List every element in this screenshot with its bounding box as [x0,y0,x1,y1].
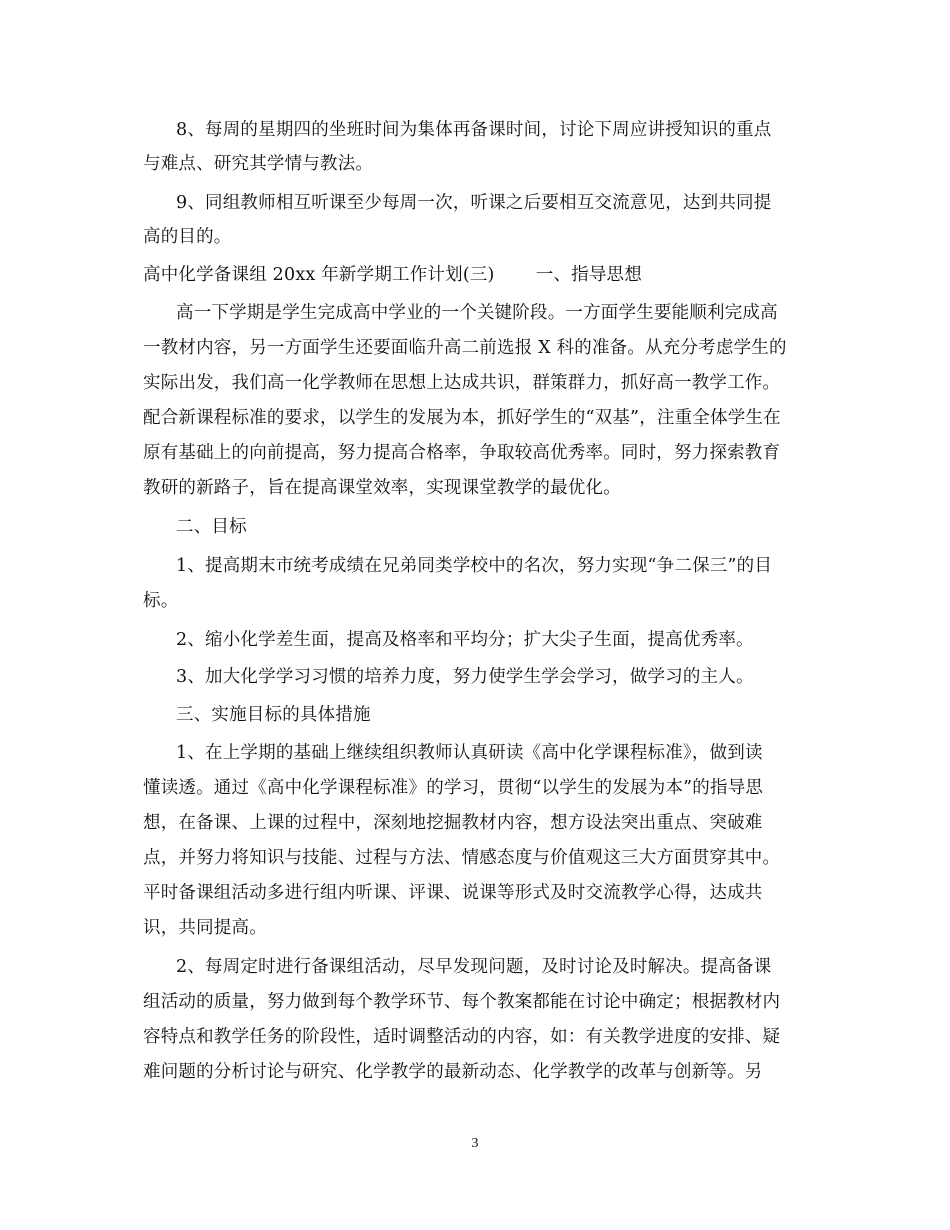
text-line: 高的目的。 [143,227,232,247]
page-number: 3 [471,1136,479,1151]
text-line: 容特点和教学任务的阶段性，适时调整活动的内容，如：有关教学进度的安排、疑 [143,1027,781,1047]
text-line: 实际出发，我们高一化学教师在思想上达成共识，群策群力，抓好高一教学工作。 [143,373,781,393]
text-line: 标。 [143,591,179,611]
text-line: 难问题的分析讨论与研究、化学教学的最新动态、化学教学的改革与创新等。另 [143,1062,763,1082]
section-heading: 三、实施目标的具体措施 [176,705,371,725]
text-line: 与难点、研究其学情与教法。 [143,154,374,174]
text-line: 平时备课组活动多进行组内听课、评课、说课等形式及时交流教学心得，达成共 [143,883,763,903]
text-line: 教研的新路子，旨在提高课堂效率，实现课堂教学的最优化。 [143,478,621,498]
text-line: 配合新课程标准的要求，以学生的发展为本，抓好学生的“双基”，注重全体学生在 [143,408,781,428]
section-heading: 高中化学备课组 20xx 年新学期工作计划(三) 一、指导思想 [143,265,642,285]
text-line: 原有基础上的向前提高，努力提高合格率，争取较高优秀率。同时，努力探索教育 [143,443,781,463]
text-line: 高一下学期是学生完成高中学业的一个关键阶段。一方面学生要能顺利完成高 [176,303,778,323]
text-line: 想，在备课、上课的过程中，深刻地挖掘教材内容，想方设法突出重点、突破难 [143,813,763,833]
text-line: 9、同组教师相互听课至少每周一次，听课之后要相互交流意见，达到共同提 [176,193,772,213]
text-line: 8、每周的星期四的坐班时间为集体再备课时间，讨论下周应讲授知识的重点 [176,120,772,140]
section-heading: 二、目标 [176,517,247,537]
text-line: 3、加大化学学习习惯的培养力度，努力使学生学会学习，做学习的主人。 [176,667,754,687]
text-line: 2、每周定时进行备课组活动，尽早发现问题，及时讨论及时解决。提高备课 [176,957,772,977]
text-line: 2、缩小化学差生面，提高及格率和平均分；扩大尖子生面，提高优秀率。 [176,630,754,650]
text-line: 识，共同提高。 [143,918,267,938]
text-line: 懂读透。通过《高中化学课程标准》的学习，贯彻“以学生的发展为本”的指导思 [143,778,764,798]
text-line: 1、提高期末市统考成绩在兄弟同类学校中的名次，努力实现“争二保三”的目 [176,556,773,576]
text-line: 一教材内容，另一方面学生还要面临升高二前选报 X 科的准备。从充分考虑学生的 [143,338,787,358]
text-line: 点，并努力将知识与技能、过程与方法、情感态度与价值观这三大方面贯穿其中。 [143,848,781,868]
text-line: 1、在上学期的基础上继续组织教师认真研读《高中化学课程标准》，做到读 [176,743,763,763]
text-line: 组活动的质量，努力做到每个教学环节、每个教案都能在讨论中确定；根据教材内 [143,992,781,1012]
